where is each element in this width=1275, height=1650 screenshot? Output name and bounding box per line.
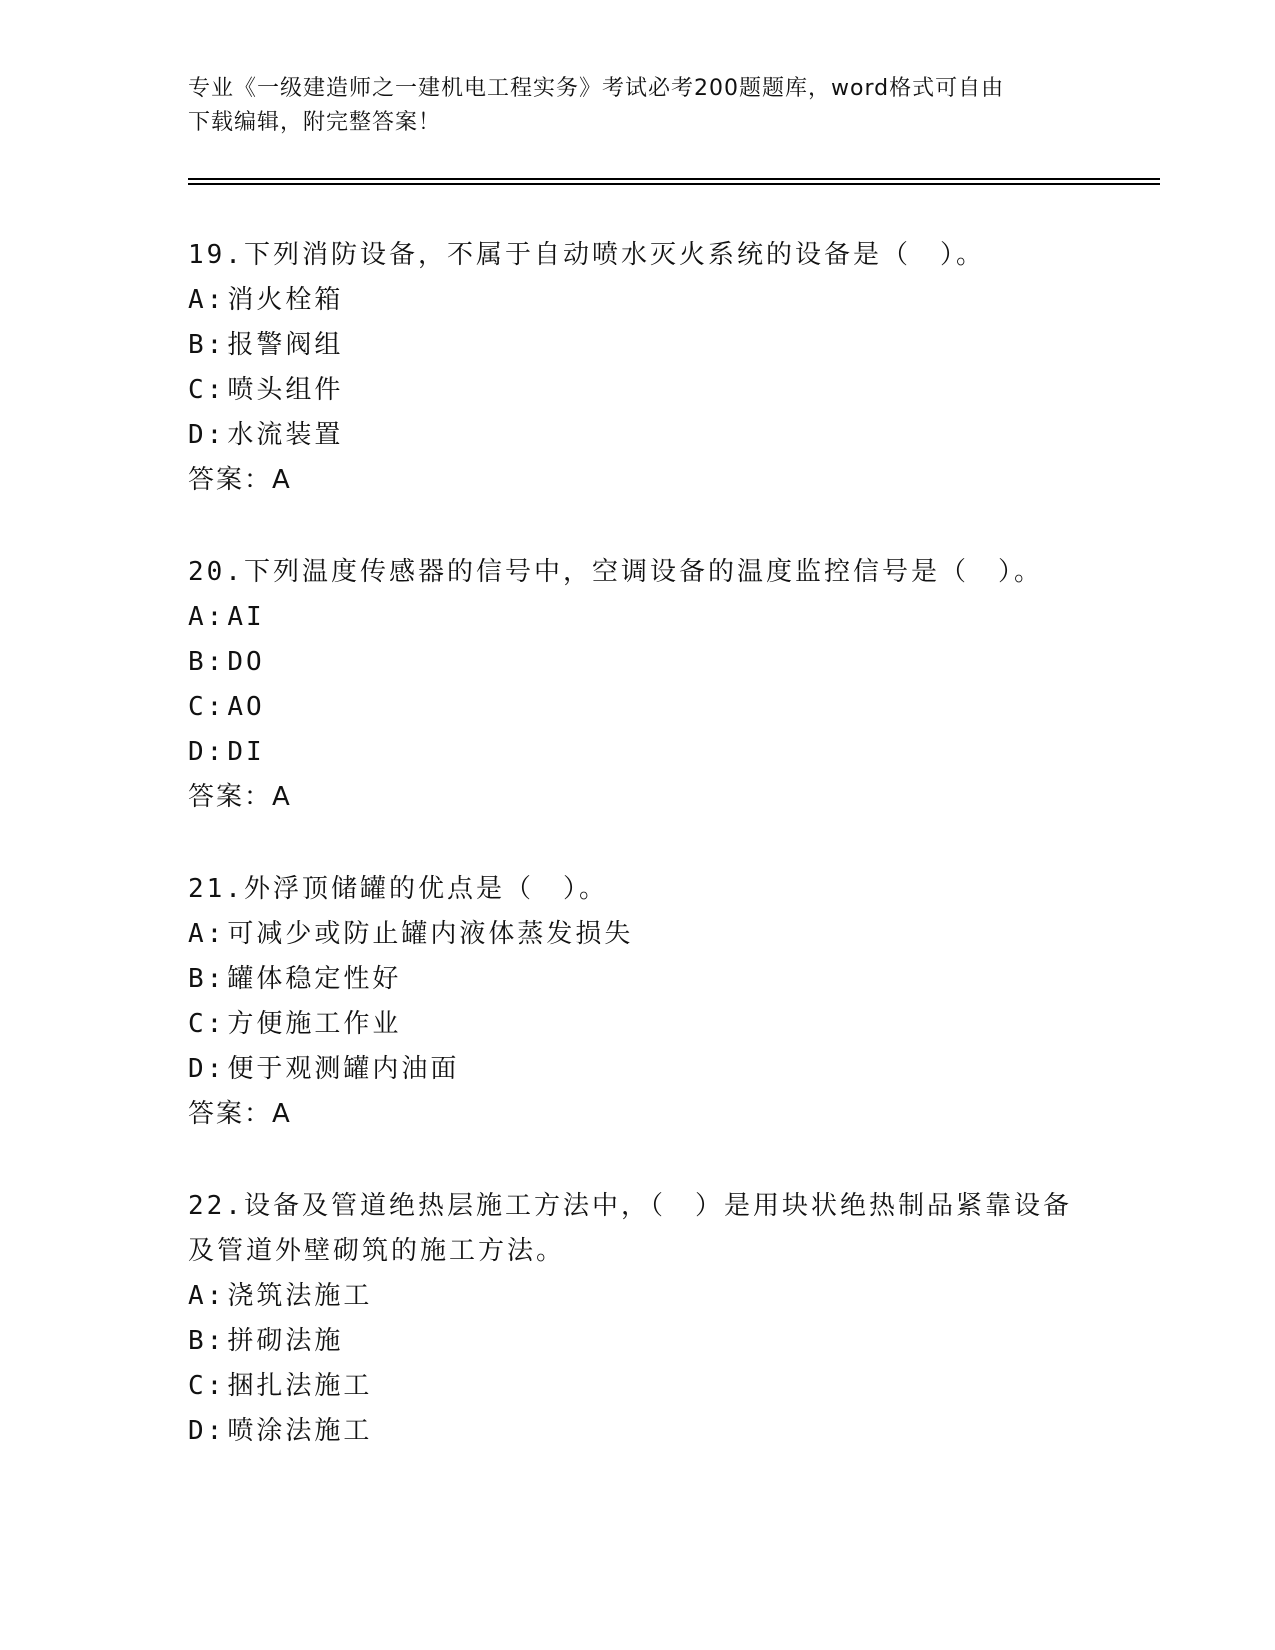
question-22-option-a [188, 1276, 372, 1316]
option-letter: D: [188, 737, 226, 767]
option-text: 水流装置 [227, 420, 344, 450]
question-20-answer: 答案：A [188, 782, 292, 812]
option-text: 便于观测罐内油面 [227, 1054, 460, 1084]
option-letter: D: [188, 1416, 226, 1446]
question-20-stem: 20.下列温度传感器的信号中，空调设备的温度监控信号是（ ）。 [188, 557, 1043, 587]
option-text: 方便施工作业 [227, 1009, 402, 1039]
option-text: 罐体稳定性好 [227, 964, 402, 994]
option-text: AO [227, 692, 265, 722]
option-letter: C: [188, 375, 226, 405]
option-text: 报警阀组 [227, 330, 344, 360]
question-22-option-d [188, 1411, 372, 1451]
question-22-stem-line-1: 22.设备及管道绝热层施工方法中，（ ）是用块状绝热制品紧靠设备 [188, 1191, 1072, 1221]
header-divider-top [188, 178, 1160, 180]
document-header [188, 72, 1088, 140]
option-text: 浇筑法施工 [227, 1281, 373, 1311]
option-text: 喷涂法施工 [227, 1416, 373, 1446]
question-22-option-c [188, 1366, 372, 1406]
option-letter: C: [188, 1371, 226, 1401]
option-letter: A: [188, 919, 226, 949]
option-letter: B: [188, 330, 226, 360]
question-22-option-b [188, 1321, 343, 1361]
question-21-option-a [188, 914, 633, 954]
header-line-1: 专业《一级建造师之一建机电工程实务》考试必考200题题库，word格式可自由 [188, 76, 1005, 101]
option-text: 可减少或防止罐内液体蒸发损失 [227, 919, 634, 949]
question-21-option-d [188, 1049, 459, 1089]
question-22-stem-line-2: 及管道外壁砌筑的施工方法。 [188, 1236, 566, 1266]
option-letter: A: [188, 285, 226, 315]
question-20-option-b [188, 642, 265, 682]
option-letter: A: [188, 602, 226, 632]
option-text: 喷头组件 [227, 375, 344, 405]
question-21-option-c [188, 1004, 401, 1044]
question-19-option-c [188, 370, 343, 410]
question-21-option-b [188, 959, 401, 999]
question-19-stem: 19.下列消防设备，不属于自动喷水灭火系统的设备是（ ）。 [188, 240, 985, 270]
question-21-stem: 21.外浮顶储罐的优点是（ ）。 [188, 874, 608, 904]
option-letter: A: [188, 1281, 226, 1311]
question-20-option-c [188, 687, 265, 727]
question-20-option-d [188, 732, 265, 772]
question-21-answer: 答案：A [188, 1099, 292, 1129]
option-text: 消火栓箱 [227, 285, 344, 315]
header-divider-bottom [188, 183, 1160, 185]
option-text: DO [227, 647, 265, 677]
option-letter: B: [188, 647, 226, 677]
question-19-option-b [188, 325, 343, 365]
option-text: DI [227, 737, 265, 767]
option-text: AI [227, 602, 265, 632]
option-letter: C: [188, 1009, 226, 1039]
header-line-2: 下载编辑，附完整答案！ [188, 110, 442, 135]
question-19-answer: 答案：A [188, 465, 292, 495]
option-letter: C: [188, 692, 226, 722]
option-letter: B: [188, 964, 226, 994]
question-19-option-d [188, 415, 343, 455]
question-20-option-a [188, 597, 265, 637]
option-letter: B: [188, 1326, 226, 1356]
option-text: 拼砌法施 [227, 1326, 344, 1356]
question-19-option-a [188, 280, 343, 320]
option-letter: D: [188, 420, 226, 450]
option-letter: D: [188, 1054, 226, 1084]
option-text: 捆扎法施工 [227, 1371, 373, 1401]
